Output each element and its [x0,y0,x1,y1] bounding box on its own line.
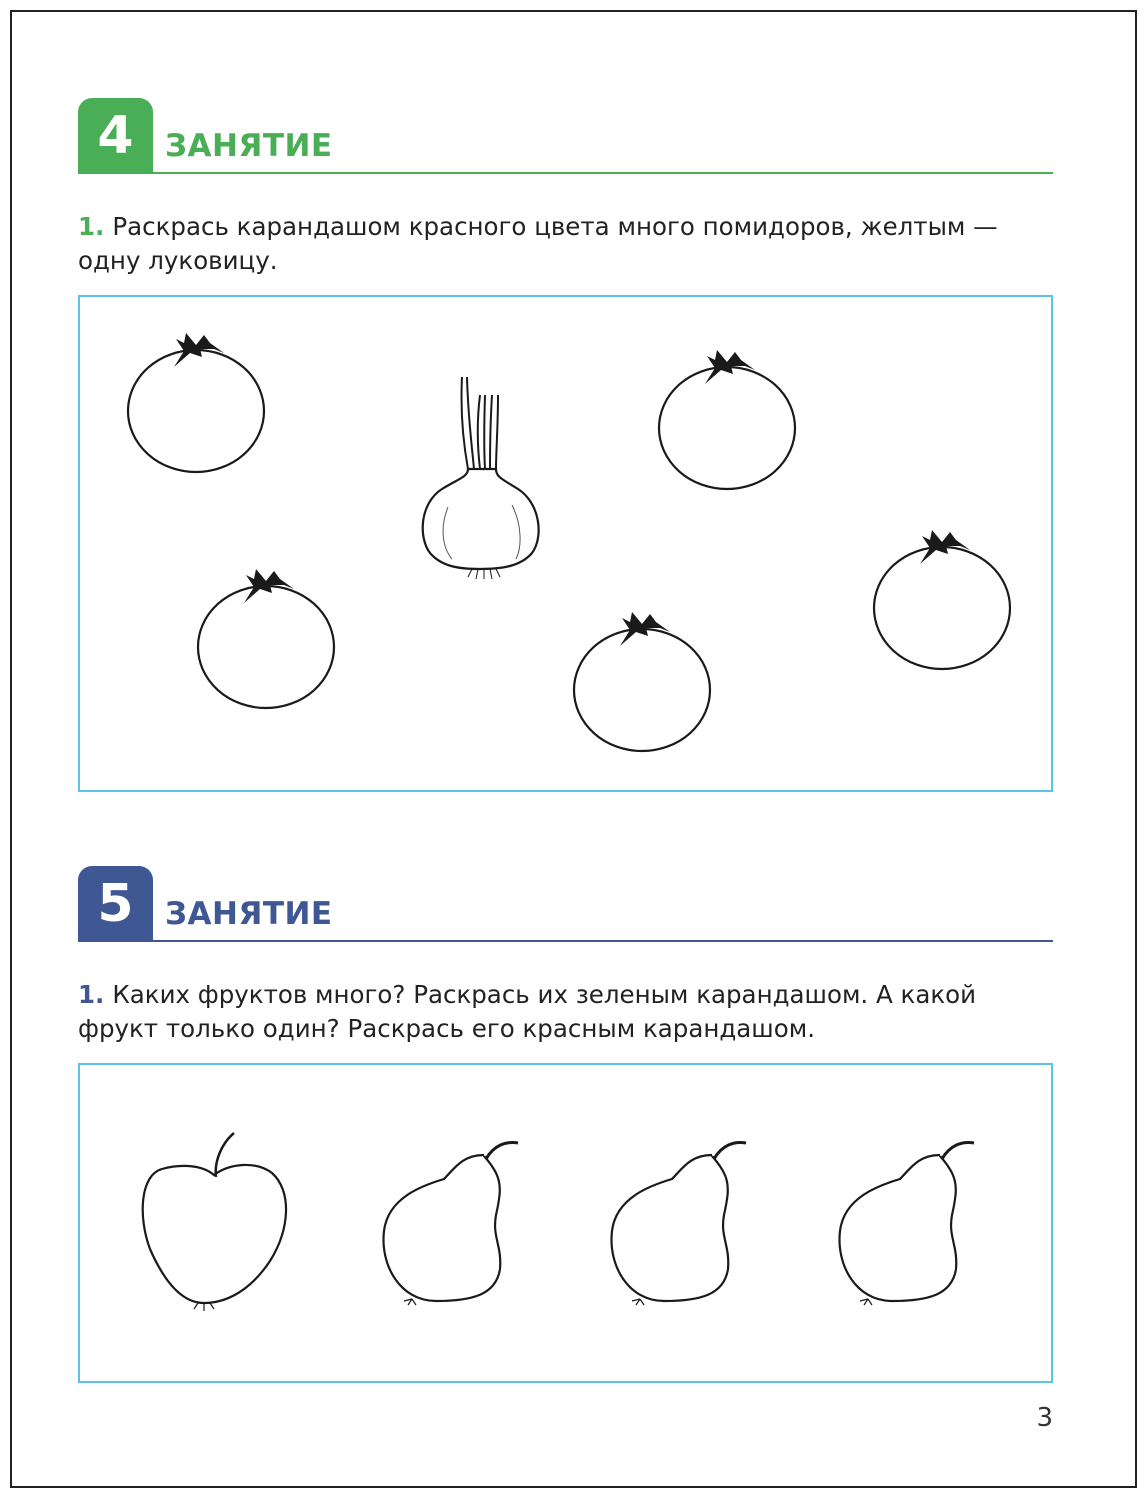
lesson-5-drawing [80,1065,1051,1381]
task-text: Каких фруктов много? Раскрась их зеленым карандашом. А какой фрукт только один? Раскрась его красным карандашом. [78,980,977,1043]
lesson-4-task [78,210,1058,278]
lesson-4-picture-frame [78,295,1053,792]
lesson-4-title: ЗАНЯТИЕ [165,128,333,164]
onion-icon [423,377,539,579]
lesson-5-title: ЗАНЯТИЕ [165,896,333,932]
apple-icon [143,1133,286,1311]
pear-icon [839,1143,974,1305]
lesson-5-picture-frame [78,1063,1053,1383]
pear-icon [383,1143,518,1305]
lesson-5-underline [78,940,1053,942]
pear-icon [611,1143,746,1305]
lesson-5-task [78,978,1058,1046]
tomato-icon [198,569,334,708]
task-number: 1. [78,980,105,1009]
tomato-icon [128,333,264,472]
lesson-4-number: 4 [78,98,153,174]
tomato-icon [574,612,710,751]
task-text: Раскрась карандашом красного цвета много помидоров, желтым — одну луковицу. [78,212,998,275]
tomato-icon [659,350,795,489]
lesson-5-number: 5 [78,866,153,942]
task-number: 1. [78,212,105,241]
lesson-5-header [78,866,1053,942]
page-number: 3 [1036,1403,1053,1433]
lesson-4-underline [78,172,1053,174]
lesson-4-header [78,98,1053,174]
lesson-4-drawing [80,297,1051,790]
tomato-icon [874,530,1010,669]
